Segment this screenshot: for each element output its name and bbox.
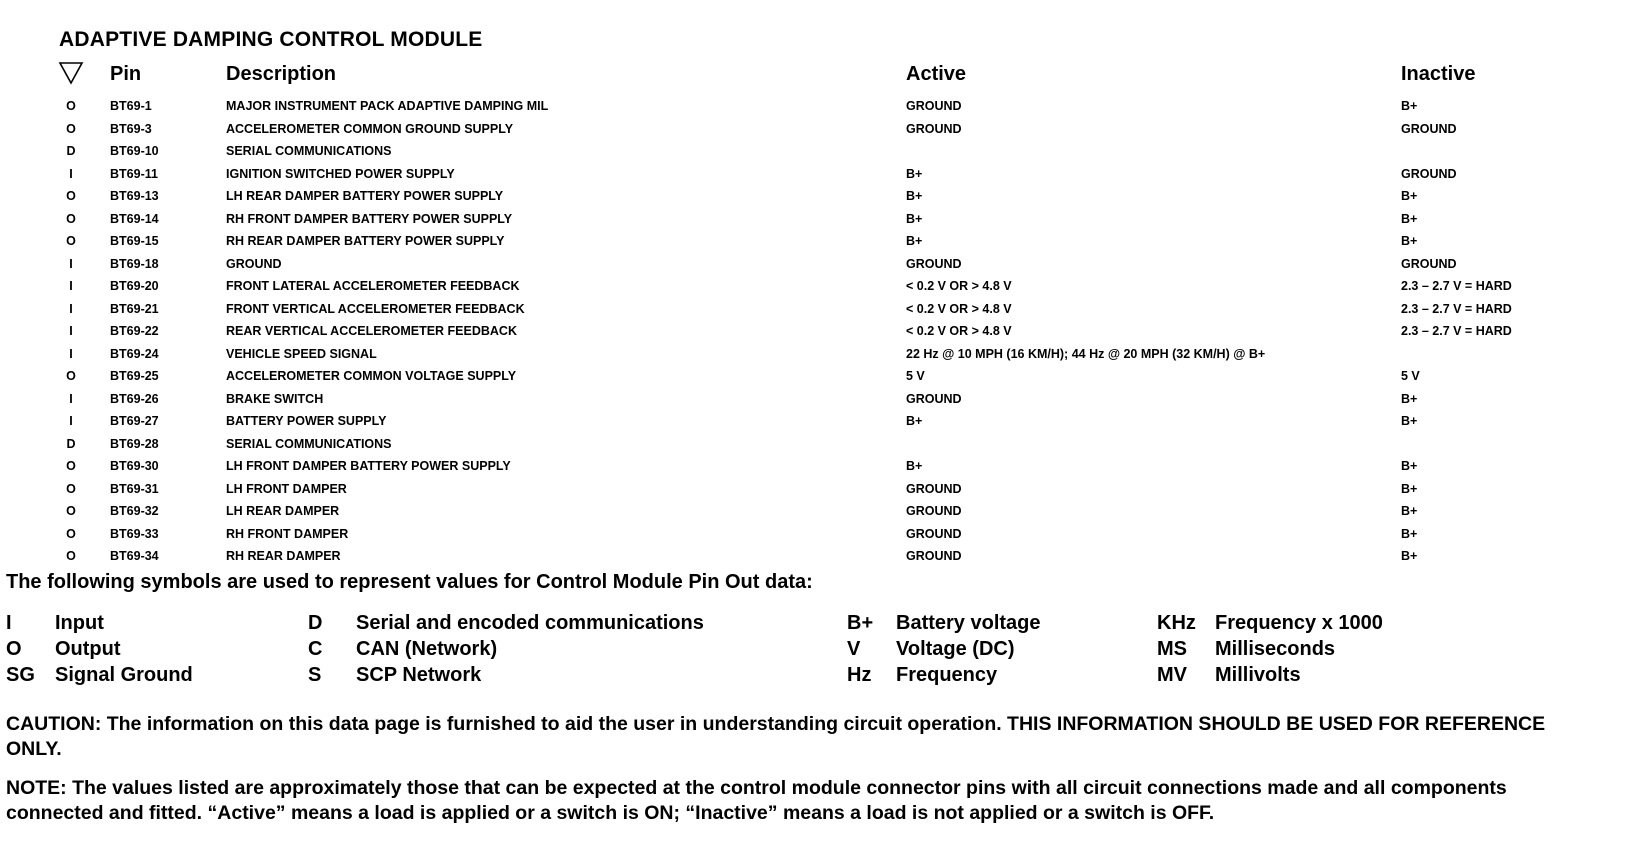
active-value: GROUND	[906, 121, 962, 136]
pin-description: VEHICLE SPEED SIGNAL	[226, 346, 377, 361]
pin-type: I	[69, 279, 73, 293]
pin-description: REAR VERTICAL ACCELEROMETER FEEDBACK	[226, 324, 517, 338]
active-value: B+	[906, 189, 923, 203]
inactive-value: 2.3 – 2.7 V = HARD	[1401, 301, 1512, 316]
legend-symbol: C	[308, 638, 323, 660]
pin-id: BT69-1	[110, 99, 152, 113]
legend-meaning: SCP Network	[356, 664, 482, 686]
pin-description: SERIAL COMMUNICATIONS	[226, 436, 392, 451]
pin-type: O	[66, 99, 76, 113]
pin-type: D	[66, 436, 76, 451]
pin-id: BT69-3	[110, 121, 152, 136]
inactive-value: B+	[1401, 211, 1418, 226]
inactive-value: GROUND	[1401, 256, 1457, 271]
active-value: < 0.2 V OR > 4.8 V	[906, 301, 1012, 316]
legend-symbol: V	[847, 638, 861, 660]
pin-type: O	[66, 121, 76, 136]
pin-id: BT69-14	[110, 211, 159, 226]
pin-type: I	[69, 391, 73, 406]
pin-description: RH FRONT DAMPER	[226, 526, 349, 541]
pin-id: BT69-27	[110, 414, 159, 428]
inactive-value: 2.3 – 2.7 V = HARD	[1401, 324, 1512, 338]
table-row	[0, 389, 1632, 412]
active-value: B+	[906, 234, 923, 248]
legend-meaning: Millivolts	[1215, 664, 1301, 686]
legend-intro: The following symbols are used to represent values for Control Module Pin Out data:	[6, 571, 813, 593]
pin-id: BT69-20	[110, 279, 159, 293]
pin-header: Pin	[110, 63, 142, 85]
legend-symbol: D	[308, 612, 323, 634]
pin-id: BT69-28	[110, 436, 159, 451]
legend-meaning: Input	[55, 612, 104, 634]
table-row	[0, 96, 1632, 119]
pin-id: BT69-21	[110, 301, 159, 316]
legend-meaning: Frequency x 1000	[1215, 612, 1383, 634]
legend-symbol: S	[308, 664, 322, 686]
legend-meaning: Voltage (DC)	[896, 638, 1015, 660]
legend-symbol: MS	[1157, 638, 1187, 660]
inactive-value: B+	[1401, 99, 1418, 113]
table-row	[0, 299, 1632, 322]
pin-description: IGNITION SWITCHED POWER SUPPLY	[226, 166, 455, 181]
active-value: GROUND	[906, 391, 962, 406]
pin-description: LH FRONT DAMPER BATTERY POWER SUPPLY	[226, 459, 511, 473]
inactive-value: B+	[1401, 459, 1418, 473]
pin-id: BT69-15	[110, 234, 159, 248]
table-row	[0, 164, 1632, 187]
pin-id: BT69-10	[110, 144, 159, 158]
pin-id: BT69-18	[110, 256, 159, 271]
pin-description: LH FRONT DAMPER	[226, 481, 347, 496]
table-row	[0, 524, 1632, 547]
pin-id: BT69-26	[110, 391, 159, 406]
active-value: B+	[906, 166, 923, 181]
inactive-value: GROUND	[1401, 166, 1457, 181]
table-row	[0, 366, 1632, 389]
inactive-value: B+	[1401, 391, 1418, 406]
legend-meaning: CAN (Network)	[356, 638, 498, 660]
inactive-value: B+	[1401, 526, 1418, 541]
pin-type: D	[66, 144, 76, 158]
active-value: GROUND	[906, 526, 962, 541]
inactive-value: B+	[1401, 549, 1418, 563]
inactive-header: Inactive	[1401, 63, 1476, 85]
pin-id: BT69-25	[110, 369, 159, 383]
legend-symbol: I	[6, 612, 12, 634]
inactive-value: B+	[1401, 481, 1418, 496]
pin-type: I	[69, 301, 73, 316]
legend-meaning: Frequency	[896, 664, 998, 686]
table-row	[0, 119, 1632, 142]
table-row	[0, 141, 1632, 164]
table-row	[0, 456, 1632, 479]
inactive-value: 2.3 – 2.7 V = HARD	[1401, 279, 1512, 293]
inactive-value: GROUND	[1401, 121, 1457, 136]
active-value: GROUND	[906, 99, 962, 113]
active-header: Active	[906, 63, 967, 85]
pin-type: O	[66, 549, 76, 563]
pin-table	[0, 96, 1632, 569]
inactive-value: B+	[1401, 414, 1418, 428]
pin-id: BT69-22	[110, 324, 159, 338]
active-value: GROUND	[906, 256, 962, 271]
pin-description: RH REAR DAMPER	[226, 549, 341, 563]
pin-id: BT69-30	[110, 459, 159, 473]
active-value: < 0.2 V OR > 4.8 V	[906, 324, 1012, 338]
active-value: GROUND	[906, 504, 962, 518]
pin-type: I	[69, 256, 73, 271]
pin-description: RH FRONT DAMPER BATTERY POWER SUPPLY	[226, 211, 513, 226]
pin-description: BRAKE SWITCH	[226, 391, 324, 406]
inactive-value: B+	[1401, 189, 1418, 203]
legend-symbol: Hz	[847, 664, 872, 686]
pin-id: BT69-31	[110, 481, 159, 496]
table-row	[0, 344, 1632, 367]
active-value: < 0.2 V OR > 4.8 V	[906, 279, 1012, 293]
legend-meaning: Milliseconds	[1215, 638, 1336, 660]
pin-type: I	[69, 414, 73, 428]
table-row	[0, 411, 1632, 434]
pin-description: BATTERY POWER SUPPLY	[226, 414, 387, 428]
page-title: ADAPTIVE DAMPING CONTROL MODULE	[59, 28, 483, 51]
table-row	[0, 479, 1632, 502]
caution-text: CAUTION: The information on this data page is furnished to aid the user in understanding circuit operation. THIS INFORMATION SHOULD BE USED FOR REFERENCE ONLY.	[6, 713, 1546, 760]
pin-description: FRONT LATERAL ACCELEROMETER FEEDBACK	[226, 279, 520, 293]
pin-id: BT69-11	[110, 166, 158, 181]
pin-type: O	[66, 369, 76, 383]
pin-id: BT69-13	[110, 189, 159, 203]
table-row	[0, 276, 1632, 299]
legend-symbol: O	[6, 638, 22, 660]
pin-type: O	[66, 234, 76, 248]
pin-type: O	[66, 459, 76, 473]
down-triangle-icon	[58, 60, 84, 86]
legend-meaning: Signal Ground	[55, 664, 193, 686]
pin-description: GROUND	[226, 256, 282, 271]
inactive-value: 5 V	[1401, 369, 1420, 383]
active-value: GROUND	[906, 549, 962, 563]
note-text: NOTE: The values listed are approximately those that can be expected at the control module connector pins with all circuit connections made and all components connected and fitted. “Active” means a load is applied or a switch is ON; “Inactive” means a load is not applied or a switch is OFF.	[6, 777, 1507, 824]
pin-type: O	[66, 211, 76, 226]
pin-description: LH REAR DAMPER BATTERY POWER SUPPLY	[226, 189, 504, 203]
table-row	[0, 321, 1632, 344]
legend-meaning: Output	[55, 638, 121, 660]
inactive-value: B+	[1401, 504, 1418, 518]
active-value: B+	[906, 414, 923, 428]
legend-meaning: Serial and encoded communications	[356, 612, 704, 634]
pin-type: I	[69, 324, 73, 338]
pin-type: O	[66, 526, 76, 541]
pin-description: RH REAR DAMPER BATTERY POWER SUPPLY	[226, 234, 505, 248]
inactive-value: B+	[1401, 234, 1418, 248]
pin-description: SERIAL COMMUNICATIONS	[226, 144, 392, 158]
pin-type: O	[66, 504, 76, 518]
table-row	[0, 186, 1632, 209]
table-row	[0, 231, 1632, 254]
pin-description: MAJOR INSTRUMENT PACK ADAPTIVE DAMPING MIL	[226, 99, 549, 113]
active-value: B+	[906, 211, 923, 226]
table-row	[0, 254, 1632, 277]
pin-description: FRONT VERTICAL ACCELEROMETER FEEDBACK	[226, 301, 525, 316]
pin-description: ACCELEROMETER COMMON VOLTAGE SUPPLY	[226, 369, 517, 383]
table-row	[0, 501, 1632, 524]
legend-meaning: Battery voltage	[896, 612, 1041, 634]
table-row	[0, 209, 1632, 232]
active-value: B+	[906, 459, 923, 473]
pin-id: BT69-33	[110, 526, 159, 541]
pin-type: O	[66, 189, 76, 203]
active-value: GROUND	[906, 481, 962, 496]
pin-id: BT69-32	[110, 504, 159, 518]
legend-symbol: MV	[1157, 664, 1187, 686]
legend-symbol: B+	[847, 612, 874, 634]
pin-description: LH REAR DAMPER	[226, 504, 340, 518]
active-value: 22 Hz @ 10 MPH (16 KM/H); 44 Hz @ 20 MPH (32 KM/H) @ B+	[906, 346, 1266, 361]
table-row	[0, 546, 1632, 569]
legend-symbol: SG	[6, 664, 35, 686]
active-value: 5 V	[906, 369, 925, 383]
pin-type: I	[69, 346, 73, 361]
table-row	[0, 434, 1632, 457]
pin-description: ACCELEROMETER COMMON GROUND SUPPLY	[226, 121, 514, 136]
legend-symbol: KHz	[1157, 612, 1196, 634]
pin-type: I	[69, 166, 73, 181]
pin-id: BT69-34	[110, 549, 159, 563]
description-header: Description	[226, 63, 337, 85]
pin-type: O	[66, 481, 76, 496]
pin-id: BT69-24	[110, 346, 159, 361]
